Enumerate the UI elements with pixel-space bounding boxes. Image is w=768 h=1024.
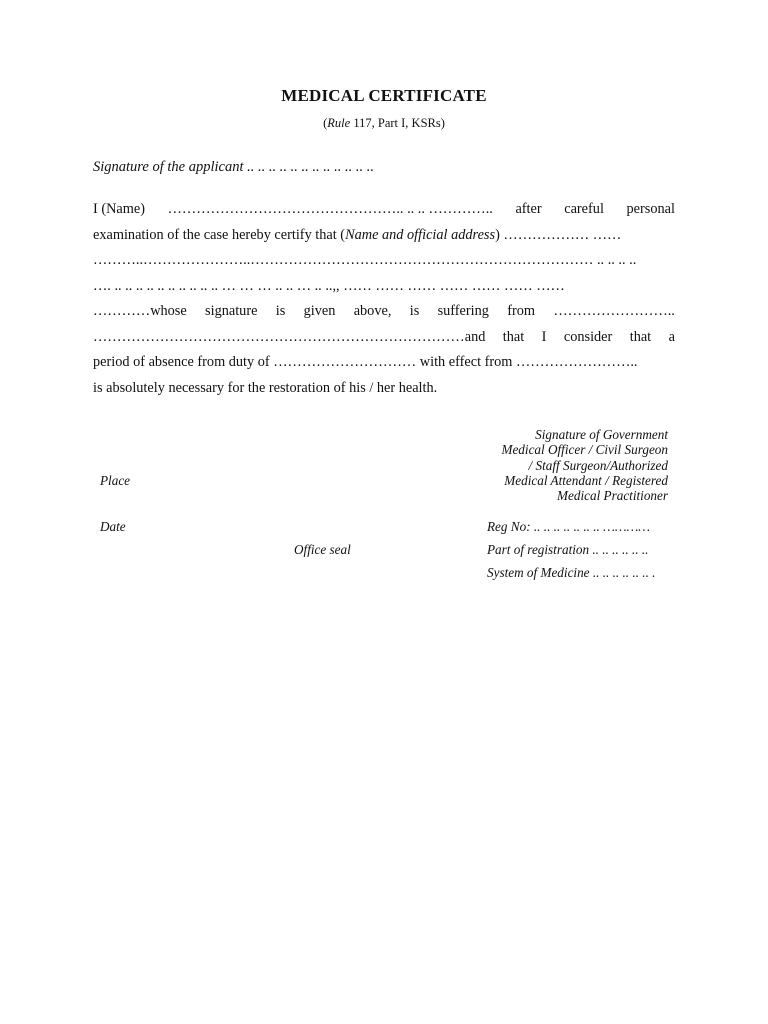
body-line-6	[93, 325, 675, 351]
govt-signature-line: Medical Practitioner	[557, 488, 668, 504]
word: above,	[353, 303, 392, 319]
document-title: MEDICAL CERTIFICATE	[281, 86, 487, 105]
word: …………whose	[93, 303, 187, 319]
office-seal-label: Office seal	[294, 542, 351, 557]
govt-signature-line: Medical Attendant / Registered	[504, 472, 668, 488]
name-address-label: Name and official address	[345, 226, 496, 243]
name-label: I (Name)	[93, 201, 145, 217]
word: suffering	[437, 303, 489, 319]
word: is	[409, 303, 420, 319]
govt-signature-line: Medical Officer / Civil Surgeon	[501, 442, 668, 458]
govt-signature-block	[468, 427, 668, 503]
word: a	[668, 328, 675, 345]
body-line-5	[93, 299, 675, 325]
body-line-4: …. .. .. .. .. .. .. .. .. .. .. … … … .. .. … .. ..,, …… …… …… …… …… …… ……	[93, 277, 565, 294]
document-subtitle	[0, 116, 768, 131]
part-registration-field: Part of registration .. .. .. .. .. ..	[487, 542, 649, 557]
word: signature	[205, 303, 258, 319]
body-line-8: is absolutely necessary for the restoration of his / her health.	[93, 379, 438, 396]
certificate-body	[93, 197, 675, 401]
govt-signature-line: Signature of Government	[535, 427, 668, 442]
body-line-2	[93, 223, 675, 249]
text-segment: examination of the case hereby certify that (	[93, 226, 346, 243]
word: careful	[564, 201, 604, 217]
word: consider	[563, 328, 613, 345]
signature-applicant-line: Signature of the applicant .. .. .. .. .. .. .. .. .. .. .. ..	[93, 159, 374, 175]
word: that	[502, 328, 525, 345]
date-label: Date	[100, 519, 126, 534]
word: after	[515, 201, 542, 217]
word: is	[275, 303, 286, 319]
subtitle-rest: 117, Part I, KSRs)	[350, 116, 445, 130]
word: given	[303, 303, 336, 319]
illness-blank: ……………………..	[553, 303, 675, 319]
body-line-3: ………..…………………..……………………………………………………………… .. .. .. ..	[93, 252, 637, 268]
name-blank: ………………………………………….. .. .. …………..	[167, 201, 493, 217]
text-segment: ) ……………… ……	[495, 226, 622, 243]
reg-no-field: Reg No: .. .. .. .. .. .. .. …………	[487, 519, 651, 534]
place-label: Place	[100, 473, 131, 488]
body-line-7: period of absence from duty of ………………………… with effect from ……………………..	[93, 354, 638, 370]
word: personal	[626, 201, 675, 217]
word: I	[541, 328, 547, 345]
word: from	[507, 303, 536, 319]
govt-signature-line: / Staff Surgeon/Authorized	[528, 457, 668, 473]
word: that	[629, 328, 652, 345]
system-medicine-field: System of Medicine .. .. .. .. .. .. .	[487, 565, 656, 580]
subtitle-open: (	[323, 116, 328, 130]
subtitle-rule: Rule	[327, 116, 351, 130]
body-line-1	[93, 197, 675, 223]
word: ……………………………………………………………………and	[93, 328, 486, 345]
